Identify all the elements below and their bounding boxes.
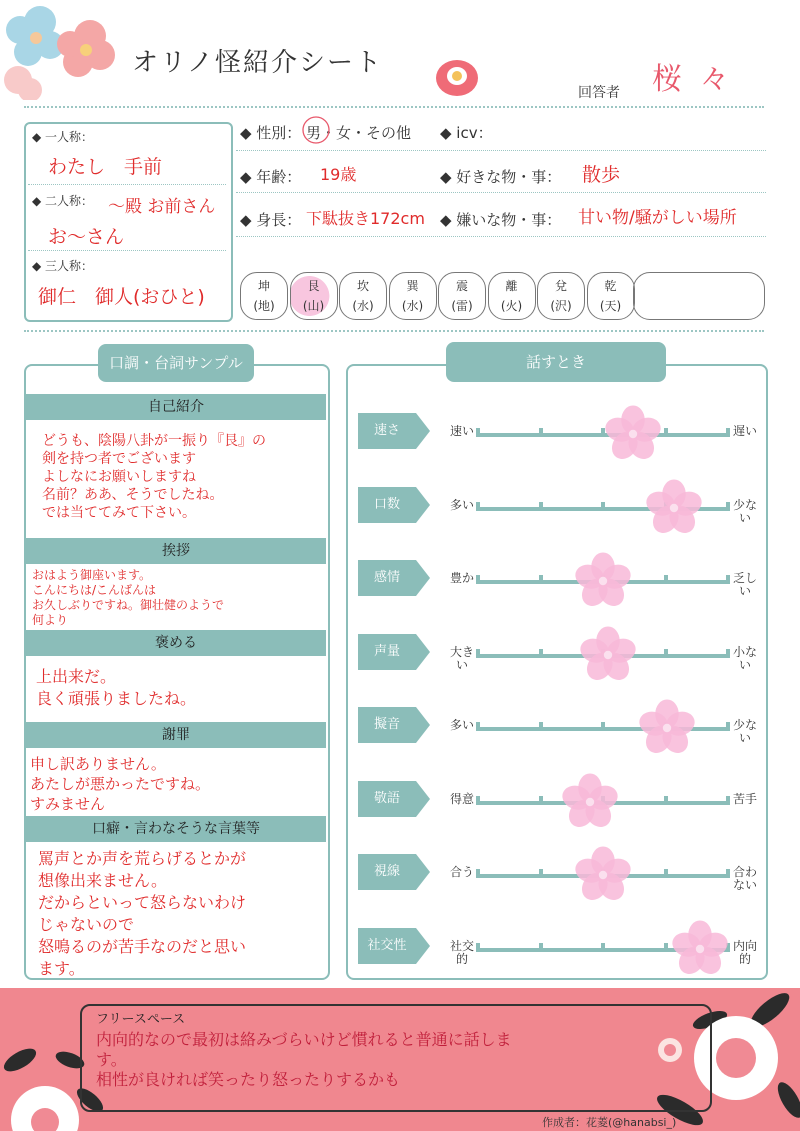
scale-tick [539, 722, 543, 731]
page-title: オリノ怪紹介シート [132, 48, 383, 78]
scale-label: 速さ [358, 413, 416, 449]
free-space-text: 内向的なので最初は絡みづらいけど慣れると普通に話しま す。 相性が良ければ笑ったり怒ったりするかも [96, 1030, 512, 1089]
icv-label: ◆ icv： [440, 124, 493, 142]
scale-left-label: 豊か [450, 571, 475, 585]
trigram-1[interactable] [290, 272, 338, 320]
scale-tick [664, 796, 668, 805]
scale-tick [601, 943, 605, 952]
age-label: ◆ 年齢： [240, 168, 302, 186]
sakura-marker-icon[interactable] [670, 919, 730, 979]
trigram-element: (水) [401, 299, 424, 313]
sakura-marker-icon[interactable] [560, 772, 620, 832]
third-person-value: 御仁 御人(おひと) [38, 286, 205, 308]
scale-tick [664, 649, 668, 658]
trigram-element: (天) [599, 299, 622, 313]
scale-tick [726, 649, 730, 658]
likes-label: ◆ 好きな物・事： [440, 168, 562, 186]
trigram-3[interactable] [389, 272, 437, 320]
second-person-value: 〜殿 お前さん [108, 197, 216, 217]
scale-label: 敬語 [358, 781, 416, 817]
pronoun-divider-1 [28, 184, 226, 185]
scale-right-label: 遅い [732, 424, 757, 438]
scale-label: 視線 [358, 854, 416, 890]
scale-tick [539, 502, 543, 511]
header-divider [24, 106, 764, 108]
scale-tick [476, 428, 480, 437]
scale-label: 擬音 [358, 707, 416, 743]
gender-selected-circle [300, 114, 332, 146]
corner-flowers-decoration [0, 0, 130, 100]
scale-right-label: 少ない [732, 497, 757, 525]
scale-right-label: 小ない [732, 644, 757, 672]
scale-tick [476, 649, 480, 658]
scale-tick [539, 649, 543, 658]
scale-right-label: 合わない [732, 865, 757, 892]
footer-credit: 作成者：花菱(@hanabsi_) [542, 1116, 677, 1129]
sakura-marker-icon[interactable] [637, 698, 697, 758]
scale-tick [664, 428, 668, 437]
pronoun-divider-2 [28, 250, 226, 251]
height-label: ◆ 身長： [240, 211, 302, 229]
trigram-element: (火) [500, 299, 523, 313]
scale-left-label: 多い [450, 497, 475, 512]
scale-tick [476, 502, 480, 511]
scale-left-label: 多い [450, 718, 475, 732]
catchphrase-head: 口癖・言わなそうな言葉等 [26, 816, 326, 842]
scale-tick [726, 796, 730, 805]
trigram-element: (雷) [451, 299, 473, 313]
scale-tick [539, 575, 543, 584]
scale-left-label: 得意 [450, 791, 475, 806]
trigram-name: 坎 [356, 279, 369, 293]
scale-tick [476, 869, 480, 878]
trigram-0[interactable] [240, 272, 288, 320]
trigram-6[interactable] [537, 272, 585, 320]
scale-tick [601, 722, 605, 731]
trigram-blank-box [633, 272, 765, 320]
scale-label: 声量 [358, 634, 416, 670]
trigram-name: 乾 [604, 279, 617, 293]
scale-tick [539, 869, 543, 878]
greeting-head: 挨拶 [26, 538, 326, 564]
praise-head: 褒める [26, 630, 326, 656]
trigram-2[interactable] [339, 272, 387, 320]
scale-tick [476, 796, 480, 805]
first-person-label: ◆ 一人称： [32, 130, 94, 144]
trigram-name: 兌 [554, 279, 567, 293]
scale-right-label: 少ない [732, 718, 757, 745]
scale-left-label: 速い [450, 424, 475, 438]
scale-label: 社交性 [358, 928, 416, 964]
height-value: 下駄抜き172cm [306, 209, 425, 228]
trigram-name: 艮 [307, 279, 320, 293]
trigram-element: (水) [352, 299, 374, 313]
sakura-marker-icon[interactable] [573, 551, 633, 611]
gender-label: ◆ 性別： [240, 124, 302, 142]
scale-tick [726, 869, 730, 878]
dislikes-value: 甘い物/騒がしい場所 [578, 208, 737, 228]
respondent-label: 回答者 [578, 85, 620, 101]
trigram-name: 坤 [257, 279, 270, 293]
scale-tick [539, 428, 543, 437]
praise-body: 上出来だ。 良く頑張りましたね。 [36, 667, 197, 708]
scale-tick [601, 502, 605, 511]
sakura-marker-icon[interactable] [644, 478, 704, 538]
apology-body: 申し訳ありません。 あたしが悪かったですね。 すみません [30, 755, 211, 813]
profile-divider-3 [236, 236, 766, 237]
catchphrase-body: 罵声とか声を荒らげるとかが 想像出来ません。 だからといって怒らないわけ じゃないので 怒鳴るのが苦手なのだと思い ます。 [38, 849, 247, 978]
gender-options: 男・女・その他 [306, 124, 412, 142]
scale-label: 感情 [358, 560, 416, 596]
scale-tick [726, 575, 730, 584]
scale-tick [476, 943, 480, 952]
apology-head: 謝罪 [26, 722, 326, 748]
scale-right-label: 乏しい [732, 571, 757, 598]
scale-left-label: 社交的 [450, 938, 475, 966]
trigram-name: 離 [505, 279, 518, 293]
top-section-divider [24, 330, 764, 332]
lines-sample-title: 口調・台詞サンプル [98, 344, 254, 382]
scale-tick [726, 428, 730, 437]
third-person-label: ◆ 三人称： [32, 259, 94, 273]
self-intro-head: 自己紹介 [26, 394, 326, 420]
scale-tick [726, 722, 730, 731]
scale-right-label: 内向的 [732, 938, 757, 966]
scale-label: 口数 [358, 487, 416, 523]
scale-tick [476, 722, 480, 731]
dislikes-label: ◆ 嫌いな物・事： [440, 211, 562, 229]
scale-tick [664, 575, 668, 584]
first-person-value: わたし 手前 [48, 156, 163, 178]
trigram-4[interactable] [438, 272, 486, 320]
speech-title: 話すとき [446, 342, 666, 382]
trigram-element: (山) [302, 299, 325, 313]
sakura-marker-icon[interactable] [573, 845, 633, 905]
scale-right-label: 苦手 [732, 791, 757, 806]
camellia-icon [434, 56, 480, 98]
age-value: 19歳 [320, 165, 357, 184]
scale-left-label: 合う [450, 865, 475, 879]
trigram-name: 巽 [406, 279, 419, 293]
respondent-name: 桜 々 [652, 62, 734, 97]
free-space-label: フリースペース [96, 1012, 186, 1027]
scale-tick [664, 943, 668, 952]
scale-tick [539, 796, 543, 805]
trigram-element: (地) [253, 299, 275, 313]
trigram-name: 震 [455, 279, 468, 293]
scale-tick [476, 575, 480, 584]
scale-tick [539, 943, 543, 952]
sakura-marker-icon[interactable] [603, 404, 663, 464]
second-person-label: ◆ 二人称： [32, 194, 94, 208]
scale-left-label: 大きい [450, 644, 475, 672]
profile-divider-2 [236, 192, 766, 193]
greeting-body: おはよう御座います。 こんにちは/こんばんは お久しぶりですね。御壮健のようで 何より [32, 568, 225, 627]
trigram-element: (沢) [550, 299, 572, 313]
trigram-7[interactable] [587, 272, 635, 320]
sakura-marker-icon[interactable] [578, 625, 638, 685]
scale-tick [726, 502, 730, 511]
trigram-5[interactable] [488, 272, 536, 320]
second-person-value-2: お〜さん [48, 226, 125, 248]
self-intro-body: どうも、陰陽八卦が一振り『艮』の 剣を持つ者でございます よしなにお願いしますね 名前？ああ、そうでしたね。 では当ててみて下さい。 [42, 433, 266, 521]
scale-tick [664, 869, 668, 878]
profile-divider-1 [236, 150, 766, 151]
likes-value: 散歩 [582, 164, 621, 186]
